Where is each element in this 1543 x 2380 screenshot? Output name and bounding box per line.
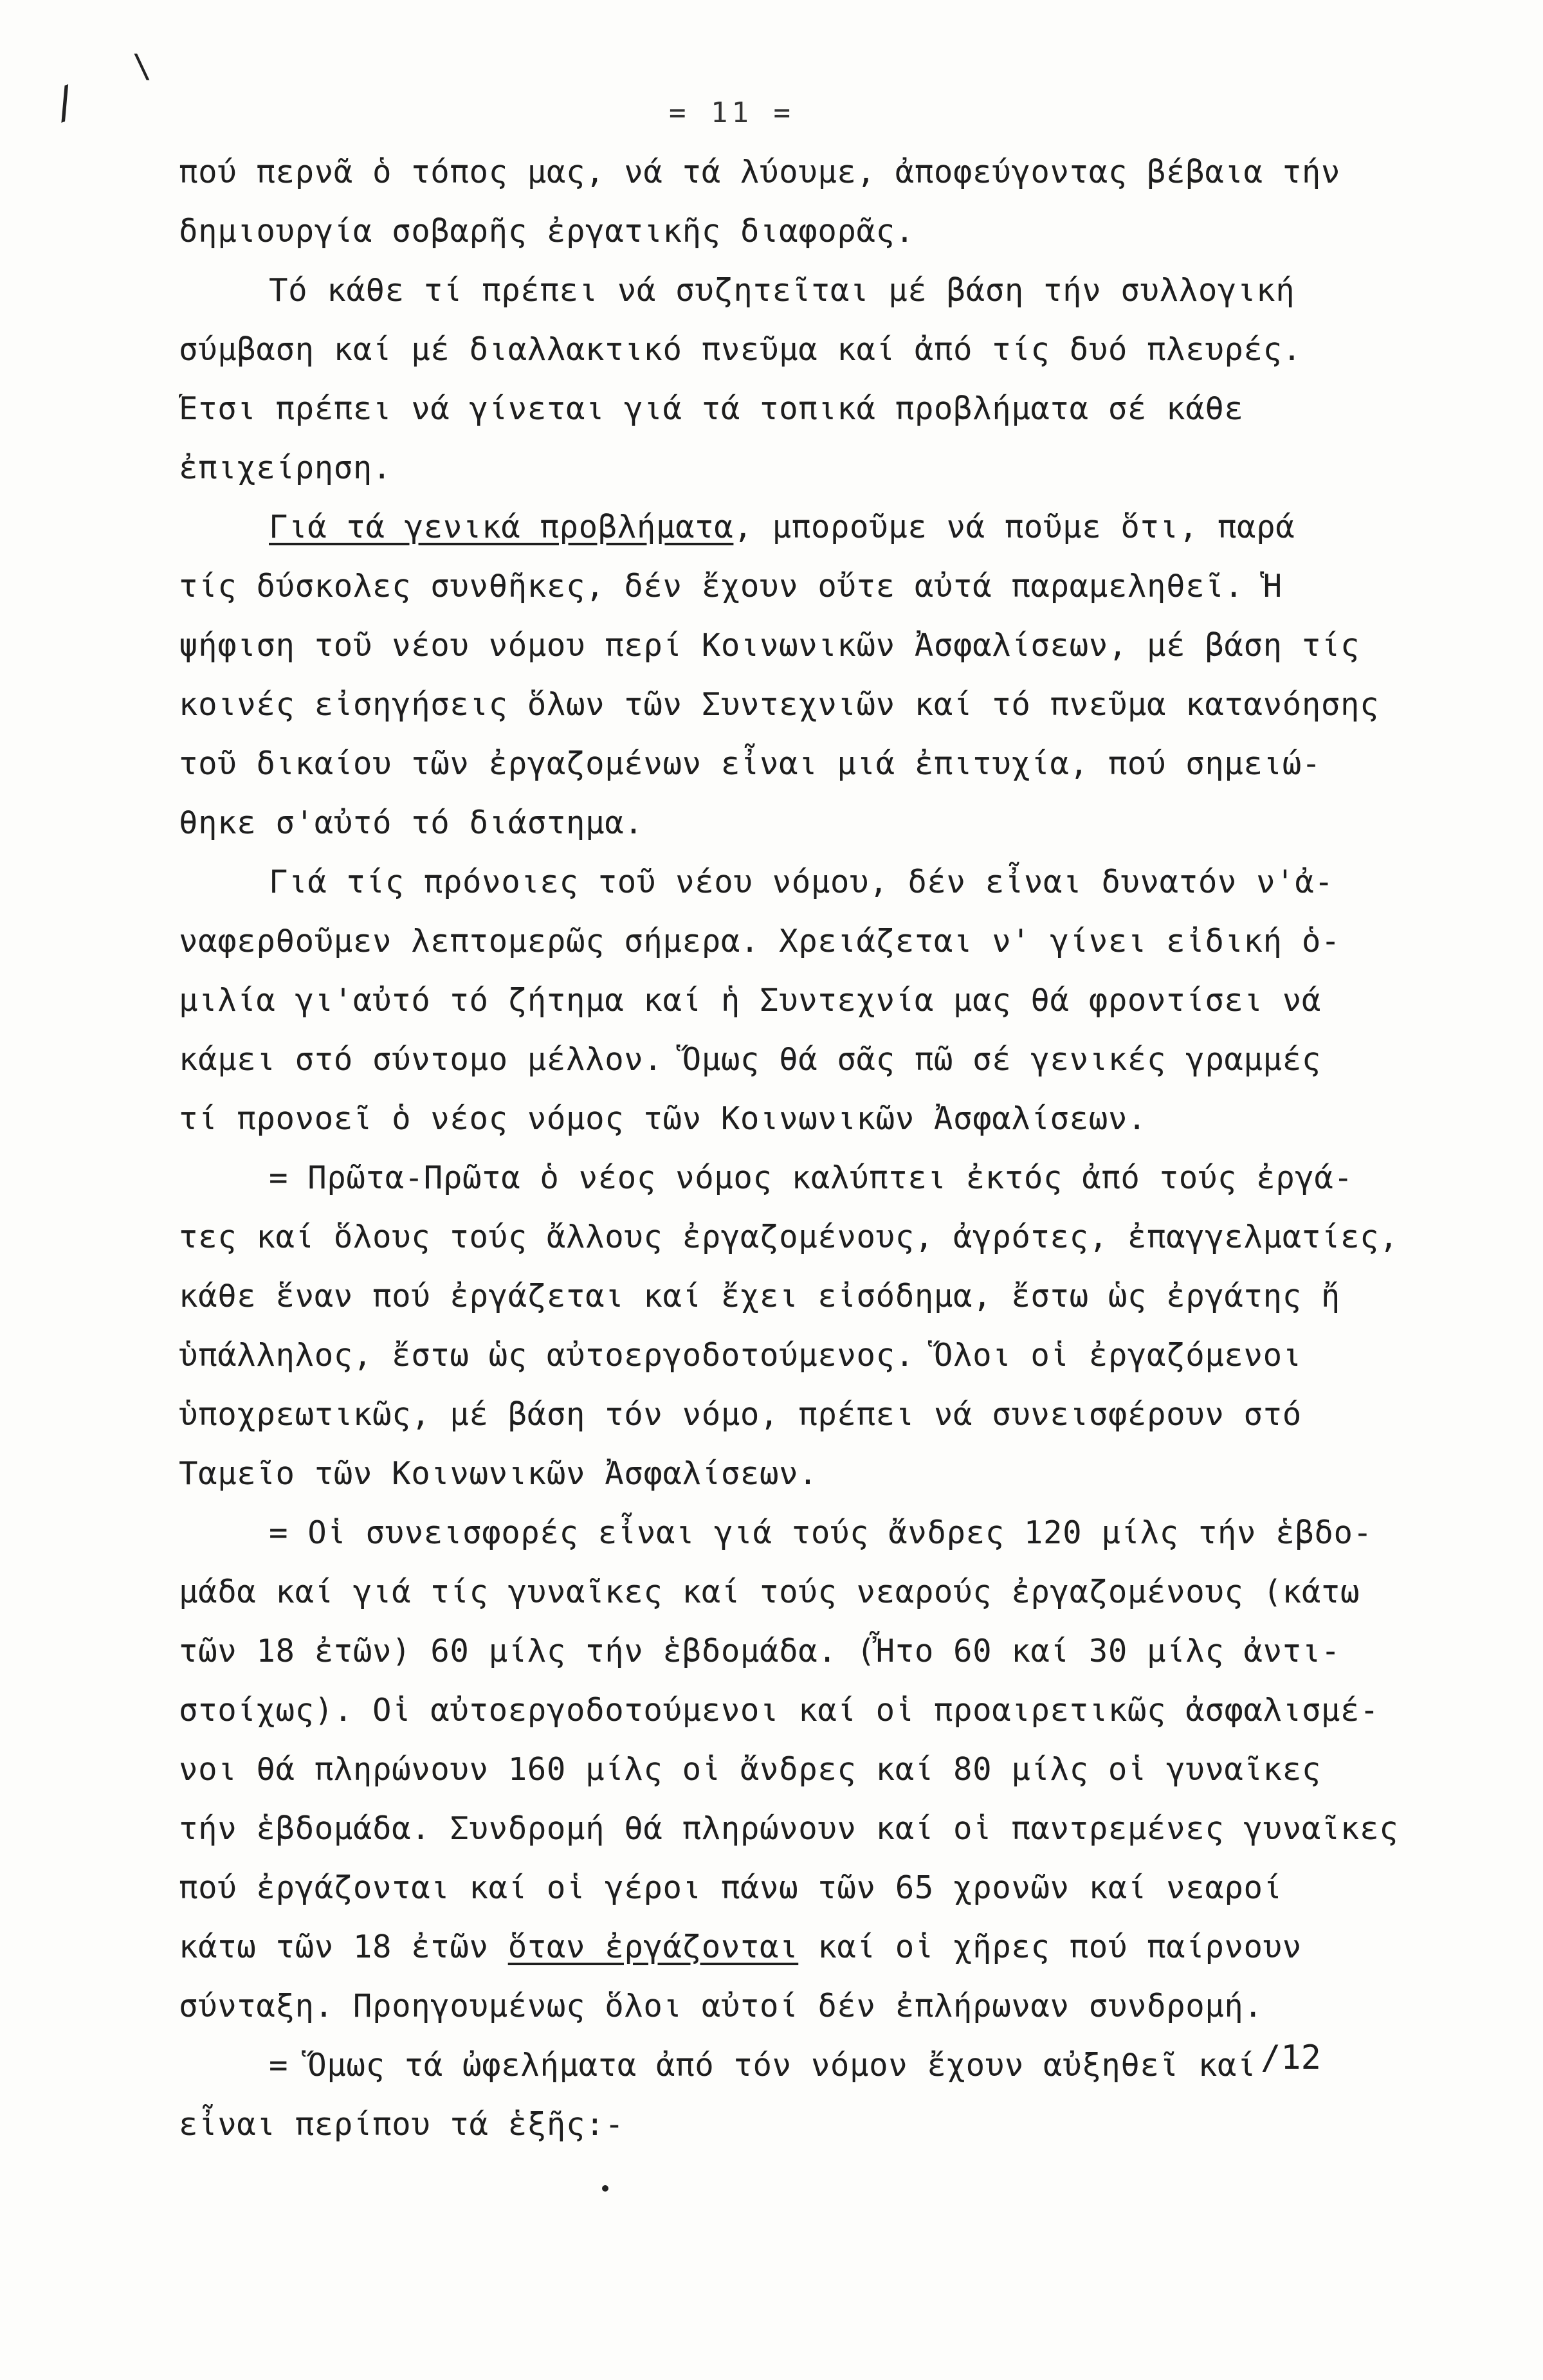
underlined-phrase: Γιά τά γενικά προβλήματα [269, 509, 734, 545]
text-line: εἶναι περίπου τά ἑξῆς:- [179, 2106, 625, 2143]
text-line: τί προνοεῖ ὁ νέος νόμος τῶν Κοινωνικῶν Ἀσφαλίσεων. [179, 1100, 1147, 1137]
text-line: τοῦ δικαίου τῶν ἐργαζομένων εἶναι μιά ἐπιτυχία, πού σημειώ- [179, 745, 1321, 782]
text-line: κοινές εἰσηγήσεις ὅλων τῶν Συντεχνιῶν καί τό πνεῦμα κατανόησης [179, 686, 1380, 723]
text-line: = Ὅμως τά ὠφελήματα ἀπό τόν νόμον ἔχουν αὐξηθεῖ καί [269, 2047, 1257, 2084]
text-line: τῶν 18 ἐτῶν) 60 μίλς τήν ἑβδομάδα. (Ἦτο 60 καί 30 μίλς ἀντι- [179, 1633, 1341, 1669]
text-line: σύνταξη. Προηγουμένως ὅλοι αὐτοί δέν ἐπλήρωναν συνδρομή. [179, 1988, 1263, 2024]
text-line: = Πρῶτα-Πρῶτα ὁ νέος νόμος καλύπτει ἐκτός ἀπό τούς ἐργά- [269, 1159, 1353, 1196]
text-line: ὑπάλληλος, ἔστω ὡς αὐτοεργοδοτούμενος. Ὅλοι οἱ ἐργαζόμενοι [179, 1337, 1302, 1374]
text-line: ψήφιση τοῦ νέου νόμου περί Κοινωνικῶν Ἀσφαλίσεων, μέ βάση τίς [179, 627, 1360, 664]
text-line: Γιά τά γενικά προβλήματα, μποροῦμε νά ποῦμε ὅτι, παρά [269, 509, 1295, 545]
text-line: Ταμεῖο τῶν Κοινωνικῶν Ἀσφαλίσεων. [179, 1455, 818, 1492]
text-line: σύμβαση καί μέ διαλλακτικό πνεῦμα καί ἀπό τίς δυό πλευρές. [179, 331, 1302, 368]
text-line: τήν ἑβδομάδα. Συνδρομή θά πληρώνουν καί οἱ παντρεμένες γυναῖκες [179, 1810, 1399, 1847]
continuation-marker: /12 [1261, 2039, 1321, 2077]
text-line: πού ἐργάζονται καί οἱ γέροι πάνω τῶν 65 χρονῶν καί νεαροί [179, 1869, 1283, 1906]
stray-dot [602, 2185, 608, 2192]
text-line: μιλία γι'αὐτό τό ζήτημα καί ἡ Συντεχνία μας θά φροντίσει νά [179, 982, 1321, 1019]
text-line: Γιά τίς πρόνοιες τοῦ νέου νόμου, δέν εἶναι δυνατόν ν'ἀ- [269, 864, 1334, 900]
text-line: θηκε σ'αὐτό τό διάστημα. [179, 804, 644, 841]
text-line: = Οἱ συνεισφορές εἶναι γιά τούς ἄνδρες 120 μίλς τήν ἑβδο- [269, 1514, 1373, 1551]
text-line: κάμει στό σύντομο μέλλον. Ὅμως θά σᾶς πῶ σέ γενικές γραμμές [179, 1041, 1321, 1078]
text-line: ἐπιχείρηση. [179, 450, 392, 486]
page-mark-backslash: \ [132, 48, 152, 85]
text-line: ὑποχρεωτικῶς, μέ βάση τόν νόμο, πρέπει νά συνεισφέρουν στό [179, 1396, 1302, 1433]
text-line: τίς δύσκολες συνθῆκες, δέν ἔχουν οὔτε αὐτά παραμεληθεῖ. Ἡ [179, 568, 1283, 604]
text-line: κάθε ἕναν πού ἐργάζεται καί ἔχει εἰσόδημα, ἔστω ὡς ἐργάτης ἤ [179, 1278, 1341, 1314]
text-line: Ἔτσι πρέπει νά γίνεται γιά τά τοπικά προβλήματα σέ κάθε [179, 390, 1244, 427]
body-text [179, 143, 1439, 2154]
text-line: πού περνᾶ ὁ τόπος μας, νά τά λύουμε, ἀποφεύγοντας βέβαια τήν [179, 154, 1341, 190]
page-mark-slash: / [45, 76, 86, 130]
text-line: ναφερθοῦμεν λεπτομερῶς σήμερα. Χρειάζεται ν' γίνει εἰδική ὁ- [179, 923, 1341, 959]
page-number: = 11 = [669, 96, 794, 129]
text-line: τες καί ὅλους τούς ἄλλους ἐργαζομένους, ἀγρότες, ἐπαγγελματίες, [179, 1219, 1399, 1255]
text-line: δημιουργία σοβαρῆς ἐργατικῆς διαφορᾶς. [179, 213, 915, 250]
text-line: κάτω τῶν 18 ἐτῶν ὅταν ἐργάζονται καί οἱ χῆρες πού παίρνουν [179, 1929, 1302, 1965]
text-line: Τό κάθε τί πρέπει νά συζητεῖται μέ βάση τήν συλλογική [269, 272, 1295, 309]
text-line: μάδα καί γιά τίς γυναῖκες καί τούς νεαρούς ἐργαζομένους (κάτω [179, 1574, 1360, 1610]
text-line: νοι θά πληρώνουν 160 μίλς οἱ ἄνδρες καί 80 μίλς οἱ γυναῖκες [179, 1751, 1321, 1788]
underlined-phrase: ὅταν ἐργάζονται [507, 1929, 799, 1965]
text-line: στοίχως). Οἱ αὐτοεργοδοτούμενοι καί οἱ προαιρετικῶς ἀσφαλισμέ- [179, 1692, 1380, 1729]
